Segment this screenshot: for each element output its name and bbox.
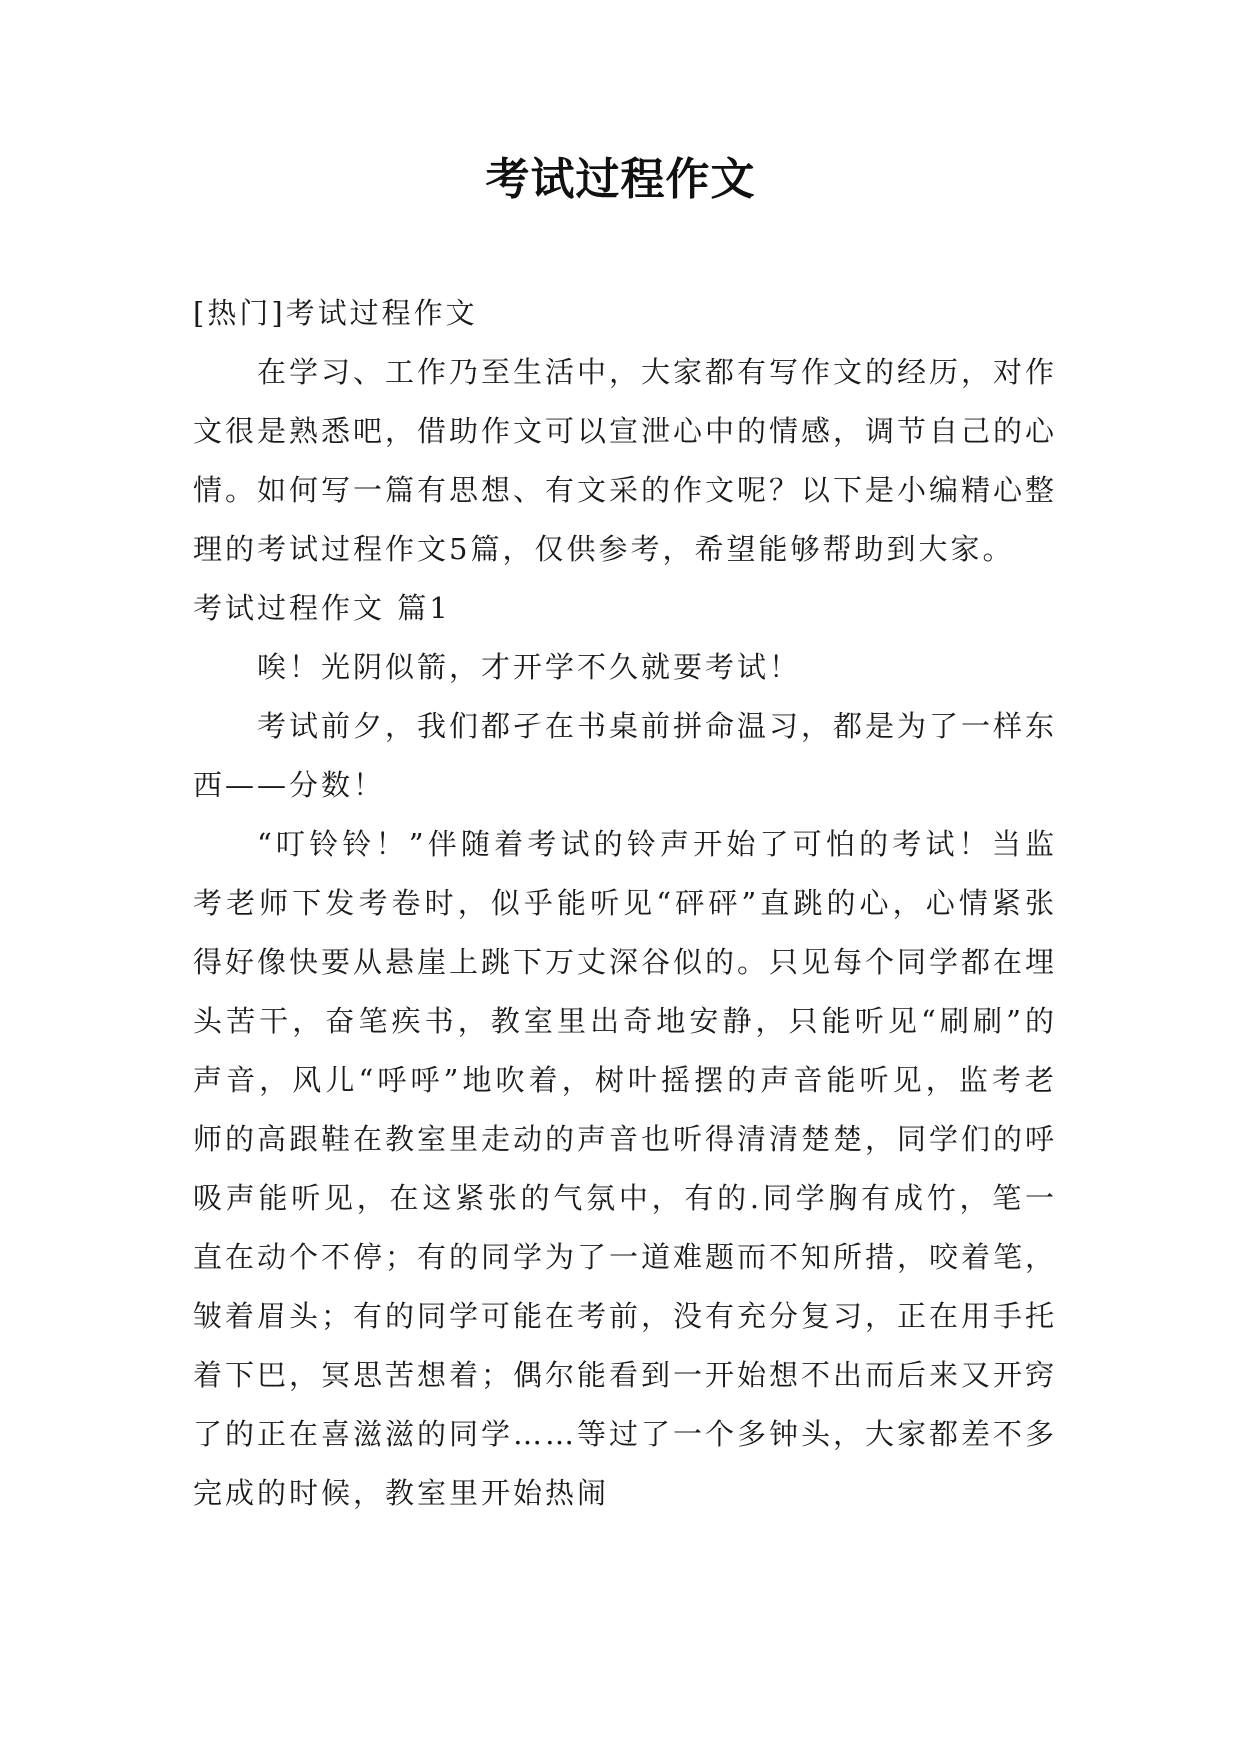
subtitle-line: [热门]考试过程作文 (193, 296, 478, 330)
intro-paragraph: 在学习、工作乃至生活中，大家都有写作文的经历，对作文很是熟悉吧，借助作文可以宣泄心中的情感，调节自己的心情。如何写一篇有思想、有文采的作文呢？以下是小编精心整理的考试过程作文5篇，仅供参考，希望能够帮助到大家。 (193, 355, 1058, 566)
body-paragraph: 考试前夕，我们都孑在书桌前拼命温习，都是为了一样东西——分数！ (193, 709, 1058, 802)
section-heading: 考试过程作文 篇1 (193, 591, 451, 625)
body-paragraph: 唉！光阴似箭，才开学不久就要考试！ (257, 650, 802, 684)
body-paragraph: “叮铃铃！”伴随着考试的铃声开始了可怕的考试！当监考老师下发考卷时，似乎能听见“砰砰”直跳的心，心情紧张得好像快要从悬崖上跳下万丈深谷似的。只见每个同学都在埋头苦干，奋笔疾书，教室里出奇地安静，只能听见“刷刷”的声音，风儿“呼呼”地吹着，树叶摇摆的声音能听见，监考老师的高跟鞋在教室里走动的声音也听得清清楚楚，同学们的呼吸声能听见，在这紧张的气氛中，有的.同学胸有成竹，笔一直在动个不停；有的同学为了一道难题而不知所措，咬着笔，皱着眉头；有的同学可能在考前，没有充分复习，正在用手托着下巴，冥思苦想着；偶尔能看到一开始想不出而后来又开窍了的正在喜滋滋的同学……等过了一个多钟头，大家都差不多完成的时候，教室里开始热闹 (193, 827, 1058, 1510)
document-title: 考试过程作文 (485, 154, 756, 205)
document-body (193, 284, 1057, 1523)
